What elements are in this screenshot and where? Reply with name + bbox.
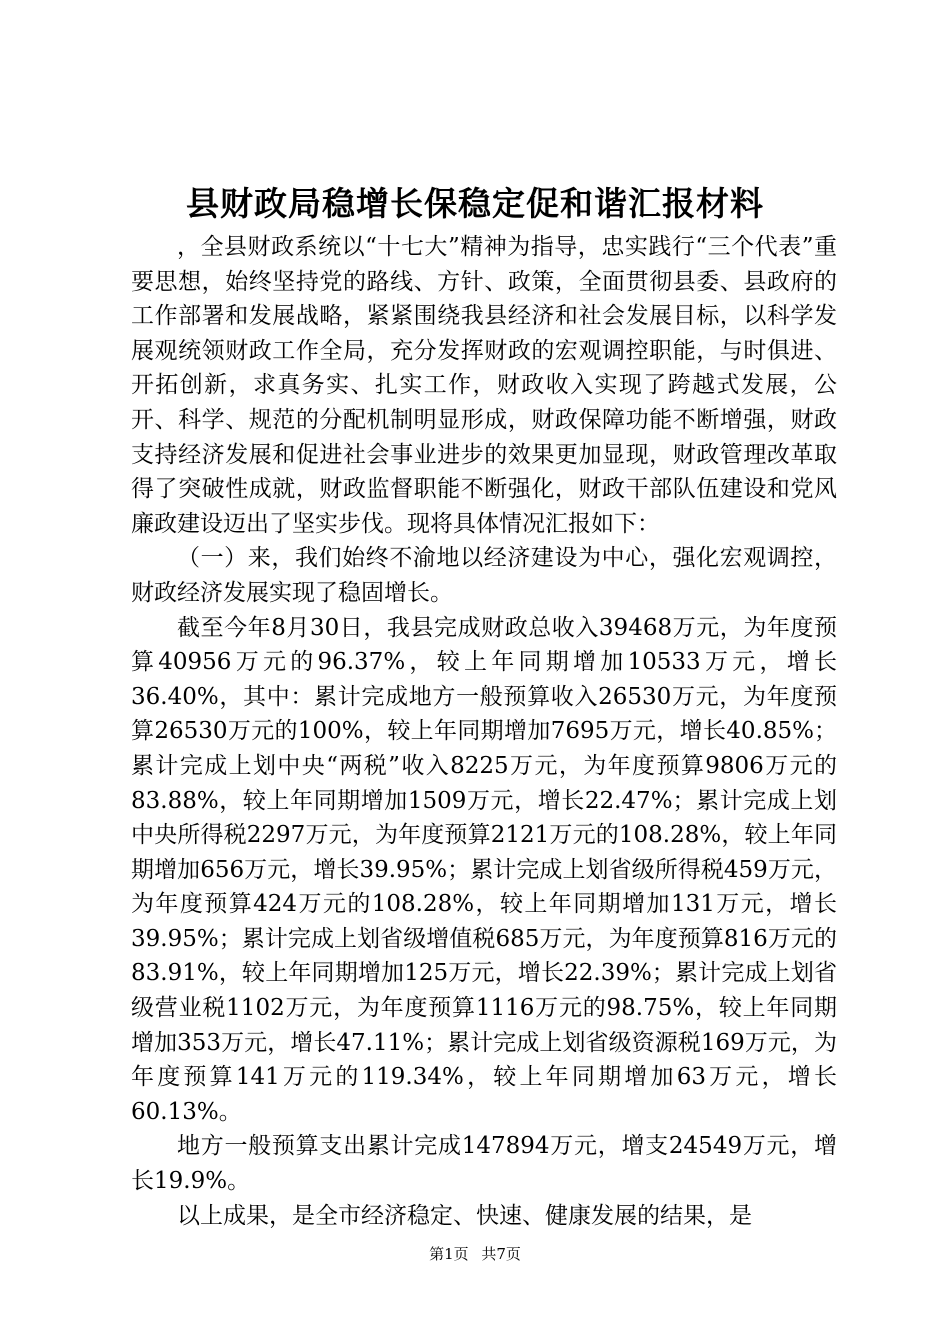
paragraph-expenditure: 地方一般预算支出累计完成147894万元，增支24549万元，增长19.9%。: [131, 1133, 837, 1195]
paragraph-intro: ，全县财政系统以“十七大”精神为指导，忠实践行“三个代表”重要思想，始终坚持党的路线、方针、政策，全面贯彻县委、县政府的工作部署和发展战略，紧紧围绕我县经济和社会发展目标，以科学发展观统领财政工作全局，充分发挥财政的宏观调控职能，与时俱进、开拓创新，求真务实、扎实工作，财政收入实现了跨越式发展，公开、科学、规范的分配机制明显形成，财政保障功能不断增强，财政支持经济发展和促进社会事业进步的效果更加显现，财政管理改革取得了突破性成就，财政监督职能不断强化，财政干部队伍建设和党风廉政建设迈出了坚实步伐。现将具体情况汇报如下：: [131, 234, 837, 537]
document-body: [131, 230, 837, 1233]
paragraph-results: 以上成果，是全市经济稳定、快速、健康发展的结果，是: [177, 1202, 752, 1229]
paragraph-revenue: 截至今年8月30日，我县完成财政总收入39468万元，为年度预算40956万元的96.37%，较上年同期增加10533万元，增长36.40%，其中：累计完成地方一般预算收入26530万元，为年度预算26530万元的100%，较上年同期增加7695万元，增长40.85%；累计完成上划中央“两税”收入8225万元，为年度预算9806万元的83.88%，较上年同期增加1509万元，增长22.47%；累计完成上划中央所得税2297万元，为年度预算2121万元的108.28%，较上年同期增加656万元，增长39.95%；累计完成上划省级所得税459万元，为年度预算424万元的108.28%，较上年同期增加131万元，增长39.95%；累计完成上划省级增值税685万元，为年度预算816万元的83.91%，较上年同期增加125万元，增长22.39%；累计完成上划省级营业税1102万元，为年度预算1116万元的98.75%，较上年同期增加353万元，增长47.11%；累计完成上划省级资源税169万元，为年度预算141万元的119.34%，较上年同期增加63万元，增长60.13%。: [131, 614, 837, 1125]
page-number: 第1页: [429, 1245, 469, 1263]
page-total: 共7页: [481, 1245, 521, 1263]
page-footer: [0, 1244, 950, 1264]
document-title: 县财政局稳增长保稳定促和谐汇报材料: [186, 184, 764, 223]
paragraph-section-one: （一）来，我们始终不渝地以经济建设为中心，强化宏观调控，财政经济发展实现了稳固增长。: [131, 545, 837, 606]
